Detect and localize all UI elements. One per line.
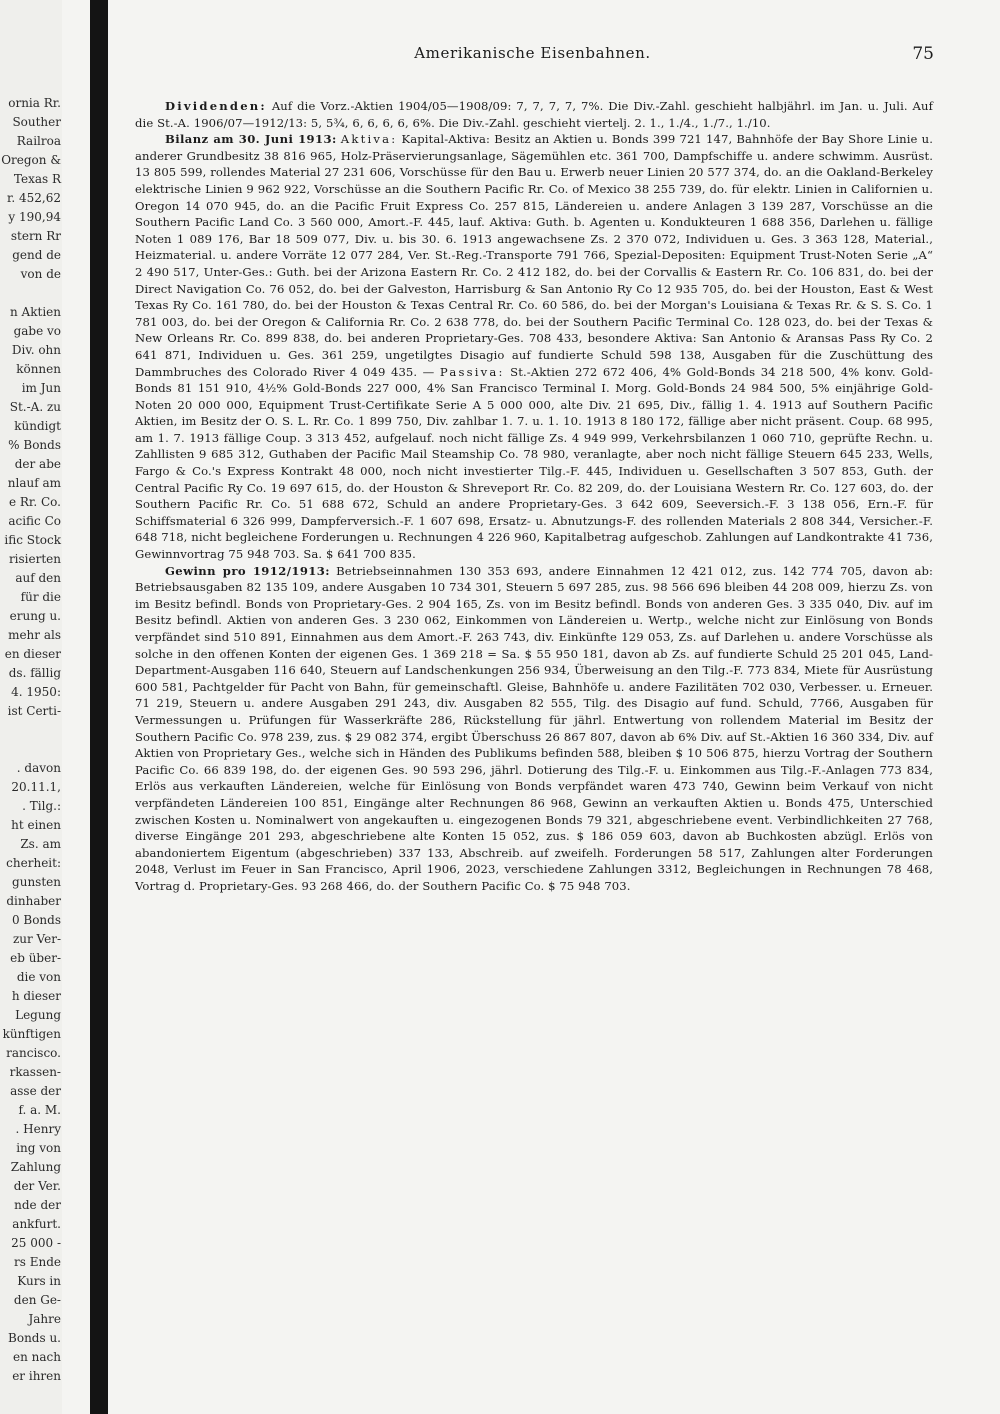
margin-fragment: St.-A. zu xyxy=(9,400,61,414)
margin-fragment: Div. ohn xyxy=(11,343,61,357)
margin-fragment: künftigen xyxy=(2,1027,61,1041)
margin-fragment: ht einen xyxy=(11,818,61,832)
margin-fragment: Texas R xyxy=(13,172,61,186)
margin-fragment: ing von xyxy=(16,1141,61,1155)
margin-fragment: % Bonds xyxy=(8,438,61,452)
margin-fragment: dinhaber xyxy=(6,894,61,908)
margin-fragment: ornia Rr. xyxy=(8,96,61,110)
margin-fragment: rs Ende xyxy=(14,1255,61,1269)
page-header-title: Amerikanische Eisenbahnen. xyxy=(414,44,651,62)
bilanz-heading: Bilanz am 30. Juni 1913: xyxy=(165,132,337,147)
margin-fragment: ds. fällig xyxy=(8,666,61,680)
book-gutter xyxy=(90,0,108,1414)
margin-fragment: zur Ver- xyxy=(12,932,61,946)
margin-fragment: auf den xyxy=(15,571,61,585)
margin-fragment: h dieser xyxy=(11,989,61,1003)
margin-fragment: . Henry xyxy=(15,1122,61,1136)
margin-fragment: en nach xyxy=(13,1350,61,1364)
margin-fragment: r. 452,62 xyxy=(6,191,61,205)
margin-fragment: Legung xyxy=(15,1008,61,1022)
margin-fragment: erung u. xyxy=(9,609,61,623)
margin-fragment: n Aktien xyxy=(10,305,61,319)
bilanz-passiva-text: St.-Aktien 272 672 406, 4% Gold-Bonds 34 218 500, 4% konv. Gold-Bonds 81 151 910, 4½% Gold-Bonds 227 000, 4% San Francisco Terminal I. Morg. Gold-Bonds 24 984 500, 5% einjährige Gold-Noten 20 000 000, Equipment Trust-Certifikate Serie A 5 000 000, alte Div. 21 695, Div., fällig 1. 4. 1913 auf Southern Pacific Aktien, im Besitz der O. S. L. Rr. Co. 1 899 750, Div. zahlbar 1. 7. u. 1. 10. 1913 8 180 172, fällige aber nicht präsent. Coup. 68 995, am 1. 7. 1913 fällige Coup. 3 313 452, aufgelauf. noch nicht fällige Zs. 4 949 999, Verkehrsbilanzen 1 060 710, geprüfte Rechn. u. Zahllisten 9 685 312, Guthaben der Pacific Mail Steamship Co. 78 980, veranlagte, aber noch nicht fällige Steuern 645 233, Wells, Fargo & Co.'s Express Kontrakt 48 000, noch nicht investierter Tilg.-F. 445, Individuen u. Gesellschaften 3 507 853, Guth. der Central Pacific Ry Co. 19 697 615, do. der Houston & Shreveport Rr. Co. 82 209, do. der Louisiana Western Rr. Co. 127 603, do. der Southern Pacific Rr. Co. 51 688 672, Schuld an andere Proprietary-Ges. 3 642 609, Seeversich.-F. 3 138 056, Ern.-F. für Schiffsmaterial 6 326 999, Dampferversich.-F. 1 607 698, Ersatz- u. Abnutzungs-F. des rollenden Materials 2 808 344, Versicher.-F. 648 718, nicht begleichene Forderungen u. Rechnungen 4 226 960, Kapitalbetrag aufgeschob. Zahlungen auf Landkontrakte 41 736, Gewinnvortrag 75 948 703. Sa. $ 641 700 835. xyxy=(135,364,933,562)
margin-fragment: risierten xyxy=(8,552,61,566)
margin-fragment: für die xyxy=(20,590,61,604)
margin-fragment: Railroa xyxy=(16,134,61,148)
margin-fragment: Zahlung xyxy=(10,1160,61,1174)
gewinn-paragraph xyxy=(135,563,933,895)
margin-fragment: 20.11.1, xyxy=(11,780,61,794)
page-body xyxy=(135,98,933,895)
margin-fragment: gunsten xyxy=(12,875,61,889)
margin-fragment: ific Stock xyxy=(4,533,61,547)
margin-fragment: acific Co xyxy=(8,514,61,528)
margin-fragment: Oregon & xyxy=(1,153,61,167)
gewinn-heading: Gewinn pro 1912/1913: xyxy=(165,563,330,578)
margin-fragment: asse der xyxy=(10,1084,61,1098)
page-number: 75 xyxy=(912,44,934,64)
gewinn-text: Betriebseinnahmen 130 353 693, andere Einnahmen 12 421 012, zus. 142 774 705, davon ab: Betriebsausgaben 82 135 109, andere Ausgaben 10 734 301, Steuern 5 697 285, zus. 98 566 696 bleiben 44 208 009, hierzu Zs. von im Besitz befindl. Bonds von Proprietary-Ges. 2 904 165, Zs. von im Besitz befindl. Bonds von anderen Ges. 3 335 040, Div. auf im Besitz befindl. Aktien von anderen Ges. 3 230 062, Einkommen von Ländereien u. Wertp., welche nicht zur Einlösung von Bonds verpfändet sind 510 891, Einnahmen aus dem Amort.-F. 263 743, div. Einkünfte 129 053, Zs. auf Darlehen u. andere Vorschüsse als solche in den offenen Konten der eigenen Ges. 1 369 218 = Sa. $ 55 950 181, davon ab Zs. auf fundierte Schuld 25 201 045, Land-Department-Ausgaben 116 640, Steuern auf Landschenkungen 256 934, Überweisung an den Tilg.-F. 773 834, Miete für Ausrüstung 600 581, Pachtgelder für Pacht von Bahn, für gemeinschaftl. Gleise, Bahnhöfe u. andere Fazilitäten 702 030, Verbesser. u. Erneuer. 71 219, Steuern u. andere Ausgaben 291 243, div. Ausgaben 82 555, Tilg. des Disagio auf fund. Schuld, 7766, Ausgaben für Vermessungen u. Prüfungen für Wasserkräfte 286, Rückstellung für jährl. Entwertung von rollendem Material im Besitz der Southern Pacific Co. 978 239, zus. $ 29 082 374, ergibt Überschuss 26 867 807, davon ab 6% Div. auf St.-Aktien 16 360 334, Div. auf Aktien von Proprietary Ges., welche sich in Händen des Publikums befinden 588, bleiben $ 10 506 875, hierzu Vortrag der Southern Pacific Co. 66 839 198, do. der eigenen Ges. 90 593 296, jährl. Dotierung des Tilg.-F. u. Einkommen aus Tilg.-F.-Anlagen 773 834, Erlös aus verkauften Ländereien, welche für Einlösung von Bonds verpfändet waren 473 740, Gewinn beim Verkauf von nicht verpfändeten Ländereien 100 851, Eingänge alter Rechnungen 86 968, Gewinn an verkauften Aktien u. Bonds 475, Unterschied zwischen Kosten u. Nominalwert von angekauften u. eingezogenen Bonds 79 321, abgeschriebene event. Verbindlichkeiten 27 768, diverse Eingänge 201 293, abgeschriebene alte Konten 15 052, zus. $ 186 059 603, davon ab Buchkosten abzügl. Erlös von abandoniertem Eigentum (abgeschrieben) 337 133, Abschreib. auf zweifelh. Forderungen 58 517, Zahlungen alter Forderungen 2048, Verlust im Feuer in San Francisco, April 1906, 2023, verschiedene Zahlungen 3312, Begleichungen in Rechnungen 78 468, Vortrag d. Proprietary-Ges. 93 268 466, do. der Southern Pacific Co. $ 75 948 703. xyxy=(135,563,933,893)
margin-fragment: im Jun xyxy=(21,381,61,395)
margin-fragment: mehr als xyxy=(8,628,61,642)
margin-fragment: gabe vo xyxy=(13,324,61,338)
margin-fragment: ankfurt. xyxy=(12,1217,61,1231)
margin-fragment: e Rr. Co. xyxy=(8,495,61,509)
dividenden-text: Auf die Vorz.-Aktien 1904/05—1908/09: 7, 7, 7, 7, 7%. Die Div.-Zahl. geschieht halbjährl. im Jan. u. Juli. Auf die St.-A. 1906/07—1912/13: 5, 5¾, 6, 6, 6, 6, 6%. Die Div.-Zahl. geschieht viertelj. 2. 1., 1./4., 1./7., 1./10. xyxy=(135,99,933,130)
margin-fragment: den Ge- xyxy=(13,1293,61,1307)
margin-fragment: nde der xyxy=(14,1198,61,1212)
margin-fragment: nlauf am xyxy=(7,476,61,490)
margin-fragment: y 190,94 xyxy=(8,210,61,224)
margin-fragment: en dieser xyxy=(4,647,61,661)
margin-fragment: können xyxy=(16,362,61,376)
dividenden-heading: Dividenden: xyxy=(165,99,267,113)
margin-fragment: 0 Bonds xyxy=(11,913,61,927)
bilanz-aktiva-label: Aktiva: xyxy=(340,132,398,147)
margin-fragment: der Ver. xyxy=(13,1179,61,1193)
margin-fragment: von de xyxy=(20,267,61,281)
margin-fragment: Souther xyxy=(12,115,61,129)
margin-fragment: der abe xyxy=(14,457,61,471)
previous-page-margin xyxy=(0,0,62,1414)
margin-fragment: rancisco. xyxy=(6,1046,61,1060)
dividenden-paragraph xyxy=(135,98,933,131)
margin-fragment: er ihren xyxy=(12,1369,61,1383)
margin-fragment: Bonds u. xyxy=(8,1331,61,1345)
margin-fragment: eb über- xyxy=(10,951,61,965)
margin-fragment: 25 000 - xyxy=(11,1236,61,1250)
bilanz-paragraph xyxy=(135,131,933,562)
margin-fragment: gend de xyxy=(12,248,61,262)
margin-fragment: Zs. am xyxy=(20,837,61,851)
margin-fragment: . Tilg.: xyxy=(22,799,61,813)
margin-fragment: die von xyxy=(16,970,61,984)
margin-fragment: ist Certi- xyxy=(7,704,61,718)
bilanz-aktiva-text: Kapital-Aktiva: Besitz an Aktien u. Bonds 399 721 147, Bahnhöfe der Bay Shore Linie u. anderer Grundbesitz 38 816 965, Holz-Präservierungsanlage, Sägemühlen etc. 361 700, Dampfschiffe u. andere schwimm. Ausrüst. 13 805 599, rollendes Material 27 231 606, Vorschüsse für den Bau u. Erwerb neuer Linien 20 577 374, do. an die Oakland-Berkeley elektrische Linien 9 962 922, Vorschüsse an die Southern Pacific Rr. Co. of Mexico 38 255 739, do. für elektr. Linien in Californien u. Oregon 14 070 945, do. an die Pacific Fruit Express Co. 257 815, Ländereien u. andere Anlagen 3 139 287, Vorschüsse an die Southern Pacific Land Co. 3 560 000, Amort.-F. 445, lauf. Aktiva: Guth. b. Agenten u. Kondukteuren 1 688 356, Darlehen u. fällige Noten 1 089 176, Bar 18 509 077, Div. u. bis 30. 6. 1913 angewachsene Zs. 2 370 072, Individuen u. Ges. 3 363 128, Material., Heizmaterial. u. andere Vorräte 12 077 284, Ver. St.-Reg.-Transporte 791 766, Spezial-Depositen: Equipment Trust-Noten Serie „A“ 2 490 517, Unter-Ges.: Guth. bei der Arizona Eastern Rr. Co. 2 412 182, do. bei der Corvallis & Eastern Rr. Co. 106 831, do. bei der Direct Navigation Co. 76 052, do. bei der Galveston, Harrisburg & San Antonio Ry Co 12 935 705, do. bei der Houston, East & West Texas Ry Co. 161 780, do. bei der Houston & Texas Central Rr. Co. 60 586, do. bei der Morgan's Louisiana & Texas Rr. & S. S. Co. 1 781 003, do. bei der Oregon & California Rr. Co. 2 638 778, do. bei der Southern Pacific Terminal Co. 128 023, do. bei der Texas & New Orleans Rr. Co. 899 838, do. bei anderen Proprietary-Ges. 708 433, besondere Aktiva: San Antonio & Aransas Pass Ry Co. 2 641 871, Individuen u. Ges. 361 259, ungetilgtes Disagio auf fundierte Schuld 598 138, Ausgaben für die Zuschüttung des Dammbruches des Colorado River 4 049 435. — xyxy=(135,132,933,379)
bilanz-passiva-label: Passiva: xyxy=(439,364,505,379)
margin-fragment: f. a. M. xyxy=(18,1103,61,1117)
margin-fragment: . davon xyxy=(16,761,61,775)
margin-fragment: Jahre xyxy=(28,1312,61,1326)
margin-fragment: 4. 1950: xyxy=(11,685,61,699)
margin-fragment: rkassen- xyxy=(9,1065,61,1079)
margin-fragment: stern Rr xyxy=(10,229,61,243)
margin-fragment: Kurs in xyxy=(17,1274,61,1288)
margin-fragment: cherheit: xyxy=(6,856,61,870)
margin-fragment: kündigt xyxy=(14,419,61,433)
